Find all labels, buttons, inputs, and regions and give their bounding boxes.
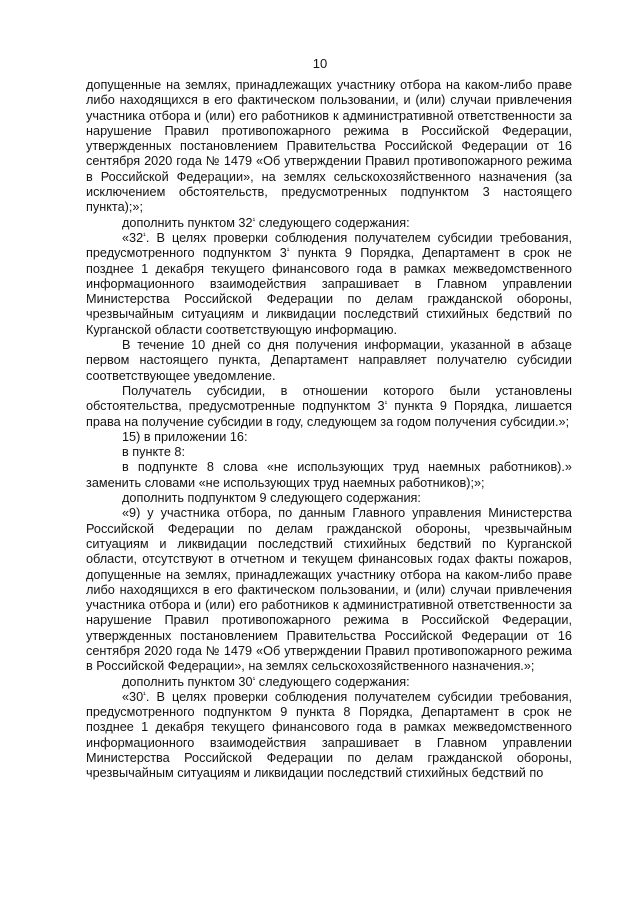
paragraph-notice-10-days: В течение 10 дней со дня получения информации, указанной в абзаце первом настоящего пункта, Департамент направляет получателю субсидии соответствующее уведомление. xyxy=(86,338,572,383)
paragraph-subpoint-8-replace: в подпункте 8 слова «не использующих труд наемных работников).» заменить словами «не использующих труд наемных работников);»; xyxy=(86,460,572,490)
paragraph-continuation: допущенные на землях, принадлежащих участнику отбора на каком-либо праве либо находящихся в его фактическом пользовании, и (или) случаи привлечения участника отбора и (или) его работников к административной ответственности за нарушение Правил противопожарного режима в Российской Федерации, утвержденных постановлением Правительства Российской Федерации от 16 сентября 2020 года № 1479 «Об утверждении Правил противопожарного режима в Российской Федерации», на землях сельскохозяйственного назначения (за исключением обстоятельств, предусмотренных подпунктом 3 настоящего пункта);»; xyxy=(86,78,572,215)
page-number: 10 xyxy=(312,56,328,71)
paragraph-item-30-1: «$30^{^1}$. В целях проверки соблюдения получателем субсидии требования, предусмотренного подпунктом 9 пункта 8 Порядка, Департамент в срок не позднее 1 декабря текущего финансового года в рамках межведомственного информационного взаимодействия запрашивает в Главном управлении Министерства Российской Федерации по делам гражданской обороны, чрезвычайным ситуациям и ликвидации последствий стихийных бедствий по xyxy=(86,689,572,781)
paragraph-recipient-deprived: Получатель субсидии, в отношении которого были установлены обстоятельства, предусмотренные подпунктом $3^{^1}$ пункта 9 Порядка, лишается права на получение субсидии в году, следующем за годом получения субсидии.»; xyxy=(86,383,573,429)
paragraph-amendment-32-1-intro: дополнить пунктом $32^{^1}$ следующего содержания: xyxy=(122,215,410,230)
paragraph-subpoint-9-intro: дополнить подпунктом 9 следующего содержания: xyxy=(122,491,421,506)
paragraph-appendix-16: 15) в приложении 16: xyxy=(122,429,248,444)
paragraph-amendment-30-1-intro: дополнить пунктом $30^{^1}$ следующего содержания: xyxy=(122,674,410,689)
paragraph-subpoint-9: «9) у участника отбора, по данным Главного управления Министерства Российской Федерации по делам гражданской обороны, чрезвычайным ситуациям и ликвидации последствий стихийных бедствий по Курганской области, отсутствуют в отчетном и текущем финансовых годах факты пожаров, допущенные на землях, принадлежащих участнику отбора на каком-либо праве либо находящихся в его фактическом пользовании, и (или) случаи привлечения участника отбора и (или) его работников к административной ответственности за нарушение Правил противопожарного режима в Российской Федерации, утвержденных постановлением Правительства Российской Федерации от 16 сентября 2020 года № 1479 «Об утверждении Правил противопожарного режима в Российской Федерации», на землях сельскохозяйственного назначения.»; xyxy=(86,506,572,674)
paragraph-item-32-1: «$32^{^1}$. В целях проверки соблюдения получателем субсидии требования, предусмотренного подпунктом $3^{^1}$ пункта 9 Порядка, Департамент в срок не позднее 1 декабря текущего финансового года в рамках межведомственного информационного взаимодействия запрашивает в Главном управлении Министерства Российской Федерации по делам гражданской обороны, чрезвычайным ситуациям и ликвидации последствий стихийных бедствий по Курганской области соответствующую информацию. xyxy=(86,230,572,337)
document-body xyxy=(86,78,572,782)
paragraph-point-8: в пункте 8: xyxy=(122,445,186,460)
